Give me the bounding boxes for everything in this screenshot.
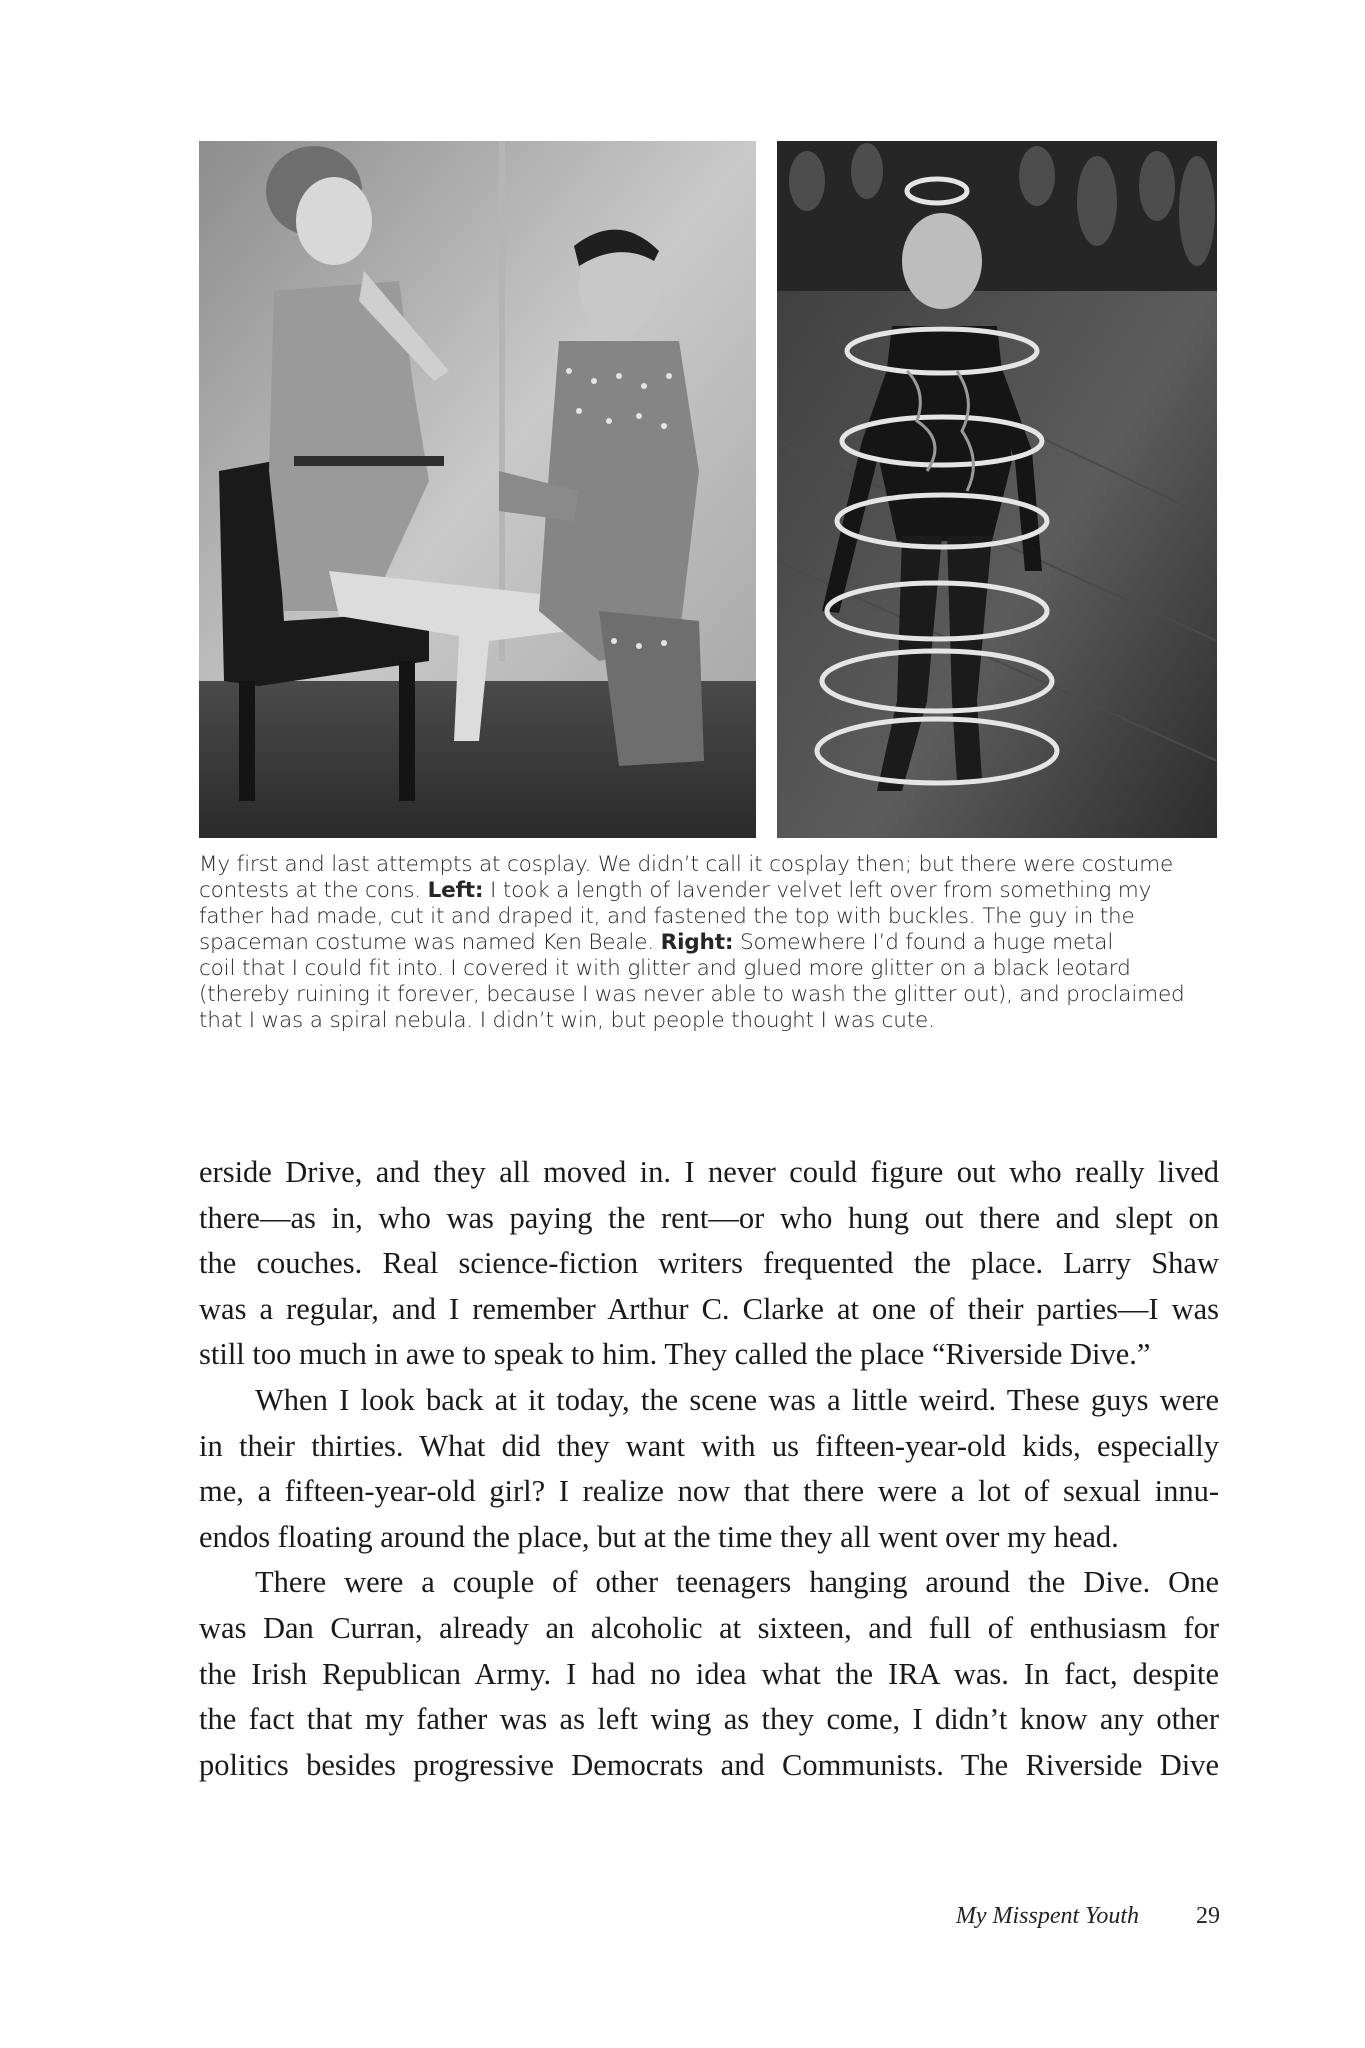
caption-text: My first and last attempts at cosplay. We didn’t call it cosplay then; but there were costume — [199, 852, 1174, 877]
caption-label-left: Left: — [427, 878, 484, 903]
body-line: me, a fifteen-year-old girl? I realize now that there were a lot of sexual innu- — [199, 1474, 1219, 1509]
caption-line — [199, 982, 1229, 1008]
caption-text: that I was a spiral nebula. I didn’t win, but people thought I was cute. — [199, 1008, 935, 1033]
body-line: endos floating around the place, but at the time they all went over my head. — [199, 1519, 1119, 1554]
body-line: still too much in awe to speak to him. They called the place “Riverside Dive.” — [199, 1337, 1151, 1372]
body-line: was Dan Curran, already an alcoholic at sixteen, and full of enthusiasm for — [199, 1610, 1219, 1645]
body-text — [199, 1150, 1219, 1788]
body-line: the fact that my father was as left wing as they come, I didn’t know any other — [199, 1702, 1219, 1737]
caption-text: coil that I could fit into. I covered it with glitter and glued more glitter on a black leotard — [199, 956, 1131, 981]
caption-text: (thereby ruining it forever, because I was never able to wash the glitter out), and proclaimed — [199, 982, 1185, 1007]
running-title: My Misspent Youth — [955, 1903, 1139, 1929]
photo-right-image — [777, 141, 1217, 838]
photo-figure — [199, 141, 1217, 838]
caption-text: contests at the cons. — [199, 878, 428, 903]
caption-label-right: Right: — [660, 930, 734, 955]
body-line: When I look back at it today, the scene was a little weird. These guys were — [255, 1382, 1219, 1417]
page-number: 29 — [1196, 1903, 1220, 1929]
body-line: politics besides progressive Democrats and Communists. The Riverside Dive — [199, 1747, 1219, 1782]
body-line: in their thirties. What did they want with us fifteen-year-old kids, especially — [199, 1428, 1219, 1463]
cosplay-photo-right — [777, 141, 1217, 838]
caption-text: I took a length of lavender velvet left over from something my — [483, 878, 1152, 903]
caption-line — [199, 852, 1229, 878]
caption-text: father had made, cut it and draped it, and fastened the top with buckles. The guy in the — [199, 904, 1135, 929]
photo-left-image — [199, 141, 756, 838]
caption-line — [199, 1008, 1229, 1034]
caption-text: Somewhere I’d found a huge metal — [733, 930, 1114, 955]
cosplay-photo-left — [199, 141, 756, 838]
caption-line — [199, 878, 1229, 904]
figure-caption — [199, 852, 1229, 1034]
caption-line — [199, 930, 1229, 956]
body-line: erside Drive, and they all moved in. I never could figure out who really lived — [199, 1155, 1219, 1189]
caption-line — [199, 904, 1229, 930]
page-footer — [0, 1903, 1220, 1937]
body-line: There were a couple of other teenagers hanging around the Dive. One — [255, 1565, 1219, 1600]
caption-line — [199, 956, 1229, 982]
body-line: the Irish Republican Army. I had no idea what the IRA was. In fact, despite — [199, 1656, 1219, 1691]
body-line: there—as in, who was paying the rent—or who hung out there and slept on — [199, 1200, 1219, 1235]
body-line: the couches. Real science-fiction writers frequented the place. Larry Shaw — [199, 1246, 1219, 1281]
body-line: was a regular, and I remember Arthur C. Clarke at one of their parties—I was — [199, 1291, 1219, 1326]
caption-text: spaceman costume was named Ken Beale. — [199, 930, 661, 955]
